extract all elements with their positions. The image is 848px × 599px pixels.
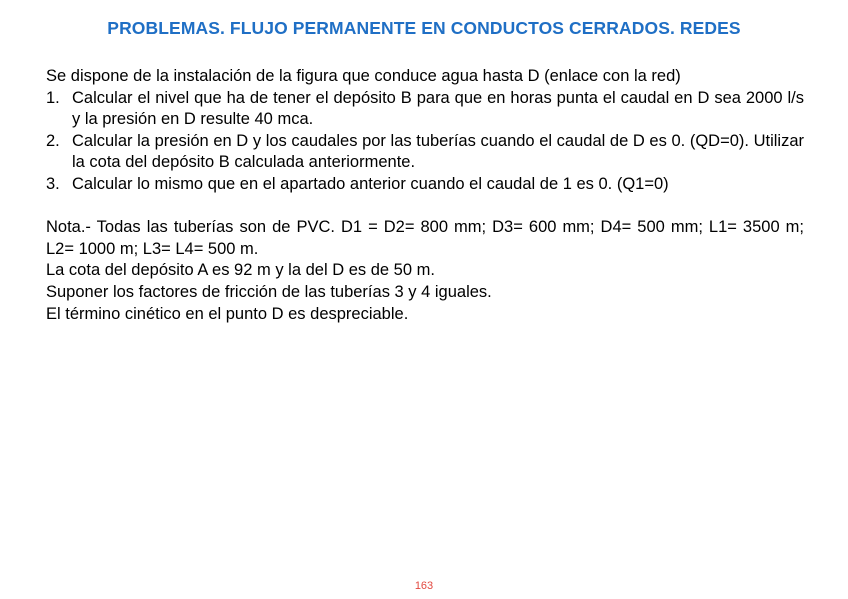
item-number: 1. bbox=[46, 88, 60, 107]
item-text: Calcular el nivel que ha de tener el depósito B para que en horas punta el caudal en D sea 2000 l/s y la presión en D resulte 40 mca. bbox=[72, 88, 804, 129]
spacer bbox=[46, 196, 804, 218]
note-elevations: La cota del depósito A es 92 m y la del D es de 50 m. bbox=[46, 261, 435, 280]
list-item bbox=[46, 174, 804, 196]
intro-text: Se dispone de la instalación de la figura que conduce agua hasta D (enlace con la red) bbox=[46, 67, 681, 85]
problem-statement bbox=[46, 66, 804, 325]
page-number: 163 bbox=[414, 580, 434, 592]
note-pipes: Nota.- Todas las tuberías son de PVC. D1 = D2= 800 mm; D3= 600 mm; D4= 500 mm; L1= 3500 m; L2= 1000 m; L3= L4= 500 m. bbox=[46, 218, 804, 258]
note-kinetic: El término cinético en el punto D es despreciable. bbox=[46, 304, 409, 323]
note-friction: Suponer los factores de fricción de las tuberías 3 y 4 iguales. bbox=[46, 282, 492, 301]
page-title: PROBLEMAS. FLUJO PERMANENTE EN CONDUCTOS CERRADOS. REDES bbox=[107, 18, 741, 38]
list-item bbox=[46, 88, 804, 131]
item-text: Calcular la presión en D y los caudales por las tuberías cuando el caudal de D es 0. (QD=0). Utilizar la cota del depósito B calculada anteriormente. bbox=[72, 131, 804, 172]
question-list bbox=[46, 88, 804, 196]
list-item bbox=[46, 131, 804, 174]
item-text: Calcular lo mismo que en el apartado anterior cuando el caudal de 1 es 0. (Q1=0) bbox=[72, 174, 669, 193]
item-number: 3. bbox=[46, 174, 60, 193]
item-number: 2. bbox=[46, 131, 60, 150]
